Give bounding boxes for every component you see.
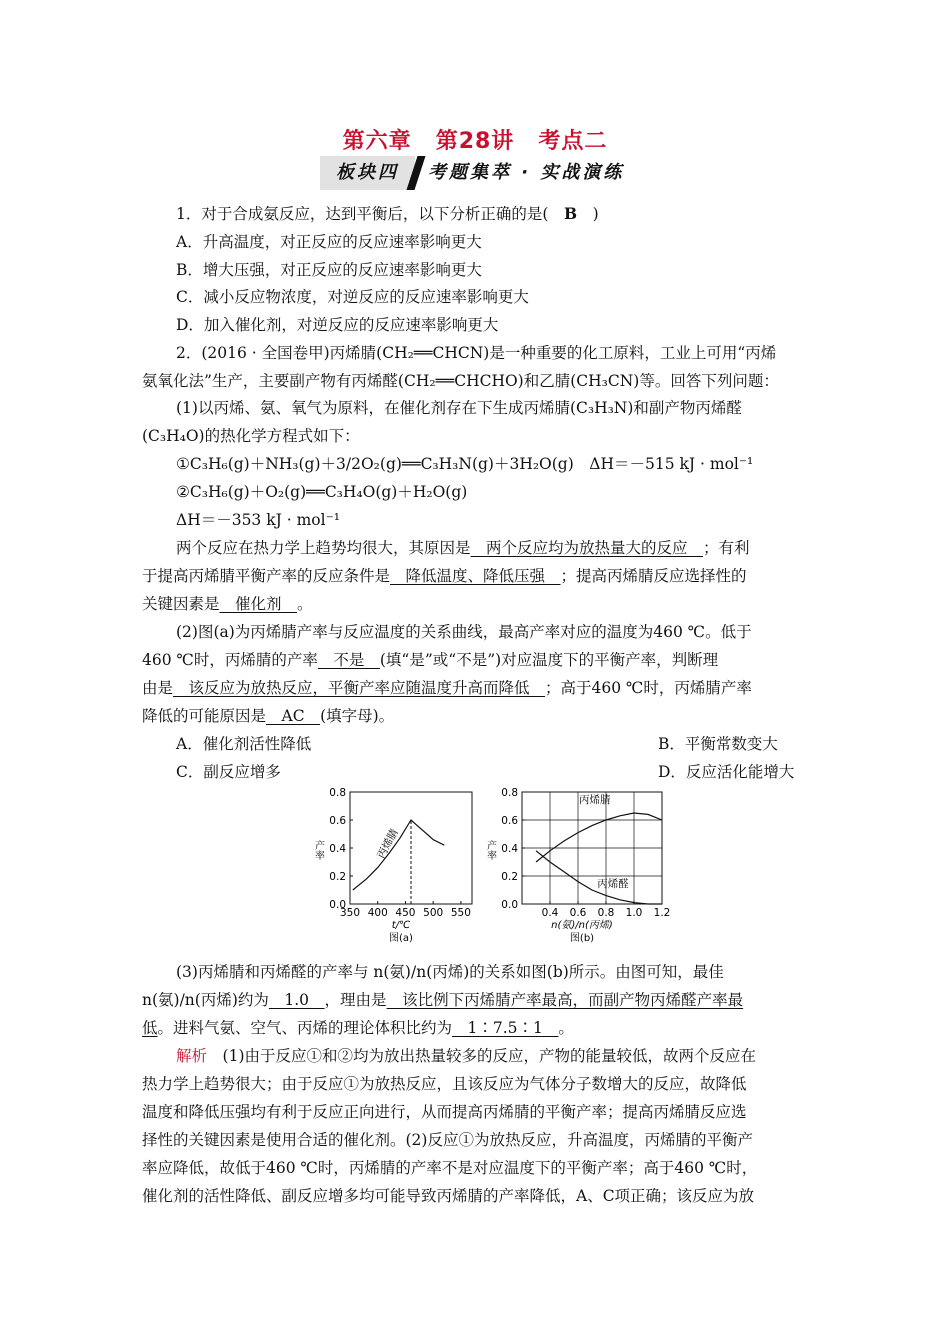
chart-title: 图(a) [389, 933, 413, 944]
answer-blank: 1∶7.5∶1 [452, 1019, 559, 1037]
answer-blank: 该比例下丙烯腈产率最高，而副产物丙烯醛产率最 [386, 991, 744, 1009]
q1-option-d: D．加入催化剂，对逆反应的反应速率影响更大 [176, 316, 499, 334]
q1-option-c: C．减小反应物浓度，对逆反应的反应速率影响更大 [176, 288, 529, 306]
series-label-acrolein: 丙烯醛 [597, 878, 629, 891]
analysis-5: 率应降低，故低于460 ℃时，丙烯腈的产率不是对应温度下的平衡产率；高于460 ℃时， [142, 1159, 758, 1177]
chart-a [300, 782, 480, 952]
analysis-label: 解析 [176, 1047, 208, 1065]
answer-blank: AC [266, 707, 321, 725]
y-tick-label: 0.4 [329, 843, 346, 855]
lecture-label: 第28讲 [435, 129, 515, 154]
chart-b [484, 782, 684, 952]
page-title [0, 124, 950, 155]
q2-p1-2: (C₃H₄O)的热化学方程式如下： [142, 427, 360, 445]
answer-blank: 不是 [317, 651, 380, 669]
y-tick-label: 0.0 [329, 899, 346, 911]
q2-p2-4: 降低的可能原因是 AC (填字母)。 [142, 707, 395, 725]
q2-p1-a: 两个反应在热力学上趋势均很大，其原因是 两个反应均为放热量大的反应 ；有利 [176, 539, 750, 557]
analysis-4: 择性的关键因素是使用合适的催化剂。(2)反应①为放热反应，升高温度，丙烯腈的平衡产 [142, 1131, 753, 1149]
x-tick-label: 0.8 [597, 907, 615, 919]
banner-right: 考题集萃 · 实战演练 [428, 162, 625, 183]
analysis-1: 解析 (1)由于反应①和②均为放出热量较多的反应，产物的能量较低，故两个反应在 [176, 1047, 756, 1065]
y-tick-label: 0.0 [501, 899, 518, 911]
x-tick-label: 1.2 [653, 907, 671, 919]
q2-p3-2: n(氨)/n(丙烯)约为 1.0 ，理由是 该比例下丙烯腈产率最高，而副产物丙烯醛产率最 [142, 991, 744, 1009]
answer-blank: 1.0 [268, 991, 325, 1009]
analysis-6: 催化剂的活性降低、副反应增多均可能导致丙烯腈的产率降低，A、C项正确；该反应为放 [142, 1187, 755, 1205]
x-tick-label: 1.0 [625, 907, 643, 919]
x-tick-label: 400 [367, 907, 388, 919]
q2-p2-1: (2)图(a)为丙烯腈产率与反应温度的关系曲线，最高产率对应的温度为460 ℃。低于 [176, 623, 752, 641]
q2-p1-b: 于提高丙烯腈平衡产率的反应条件是 降低温度、降低压强 ；提高丙烯腈反应选择性的 [142, 567, 747, 585]
y-tick-label: 0.2 [329, 871, 346, 883]
y-axis-label: 产率 [312, 840, 324, 860]
x-tick-label: 0.4 [541, 907, 559, 919]
series-line-1 [353, 820, 445, 890]
q2-intro-1: 2．(2016 · 全国卷甲)丙烯腈(CH₂══CHCN)是一种重要的化工原料，工业上可用“丙烯 [176, 344, 777, 362]
series-label-acrylonitrile: 丙烯腈 [375, 827, 401, 861]
answer-blank: 两个反应均为放热量大的反应 [470, 539, 704, 557]
q1-option-b: B．增大压强，对正反应的反应速率影响更大 [176, 261, 482, 279]
q2-options-ab: A．催化剂活性降低 B．平衡常数变大 [176, 735, 778, 753]
q2-p1-c: 关键因素是 催化剂 。 [142, 595, 313, 613]
analysis-3: 温度和降低压强均有利于反应正向进行，从而提高丙烯腈的平衡产率；提高丙烯腈反应选 [142, 1103, 747, 1121]
y-tick-label: 0.4 [501, 843, 518, 855]
x-tick-label: 350 [339, 907, 361, 919]
answer-blank: 催化剂 [219, 595, 298, 613]
y-tick-label: 0.2 [501, 871, 518, 883]
y-tick-label: 0.6 [329, 815, 346, 827]
equation-2-dh: ΔH＝－353 kJ · mol⁻¹ [176, 511, 340, 529]
q1-answer: B [563, 204, 578, 223]
q1-stem: 1．对于合成氨反应，达到平衡后，以下分析正确的是( B ) [176, 204, 599, 223]
q2-p2-3: 由是 该反应为放热反应，平衡产率应随温度升高而降低 ；高于460 ℃时，丙烯腈产率 [142, 679, 752, 697]
x-axis-label: n(氨)/n(丙烯) [551, 920, 613, 931]
y-axis-label: 产率 [484, 840, 496, 860]
section-banner [320, 156, 644, 190]
point-label: 考点二 [538, 129, 608, 154]
analysis-2: 热力学上趋势很大；由于反应①为放热反应，且该反应为气体分子数增大的反应，故降低 [142, 1075, 747, 1093]
q2-p3-1: (3)丙烯腈和丙烯醛的产率与 n(氨)/n(丙烯)的关系如图(b)所示。由图可知，最佳 [176, 963, 724, 981]
y-tick-label: 0.6 [501, 815, 518, 827]
equation-2: ②C₃H₆(g)＋O₂(g)══C₃H₄O(g)＋H₂O(g) [176, 483, 468, 501]
y-tick-label: 0.8 [329, 787, 346, 799]
banner-left: 板块四 [320, 156, 415, 190]
q2-intro-2: 氨氧化法”生产，主要副产物有丙烯醛(CH₂══CHCHO)和乙腈(CH₃CN)等。回答下列问题： [142, 372, 779, 390]
q2-options-cd: C．副反应增多 D．反应活化能增大 [176, 763, 795, 781]
series-label-acrylonitrile: 丙烯腈 [579, 794, 611, 807]
chart-title: 图(b) [569, 933, 595, 944]
x-axis-label: t/℃ [391, 920, 411, 931]
x-tick-label: 450 [395, 907, 416, 919]
answer-blank: 该反应为放热反应，平衡产率应随温度升高而降低 [173, 679, 546, 697]
chapter-label: 第六章 [342, 129, 412, 154]
x-tick-label: 0.6 [569, 907, 587, 919]
q2-p1-1: (1)以丙烯、氨、氧气为原料，在催化剂存在下生成丙烯腈(C₃H₃N)和副产物丙烯醛 [176, 399, 742, 417]
q2-p3-3: 低。进料气氨、空气、丙烯的理论体积比约为 1∶7.5∶1 。 [142, 1019, 574, 1037]
y-tick-label: 0.8 [501, 787, 518, 799]
x-tick-label: 550 [450, 907, 471, 919]
equation-1: ①C₃H₆(g)＋NH₃(g)＋3/2O₂(g)══C₃H₃N(g)＋3H₂O(g) ΔH＝－515 kJ · mol⁻¹ [176, 455, 754, 473]
answer-blank: 降低温度、降低压强 [390, 567, 561, 585]
q1-option-a: A．升高温度，对正反应的反应速率影响更大 [176, 233, 482, 251]
x-tick-label: 500 [423, 907, 444, 919]
q2-p2-2: 460 ℃时，丙烯腈的产率 不是 (填“是”或“不是”)对应温度下的平衡产率，判断理 [142, 651, 719, 669]
